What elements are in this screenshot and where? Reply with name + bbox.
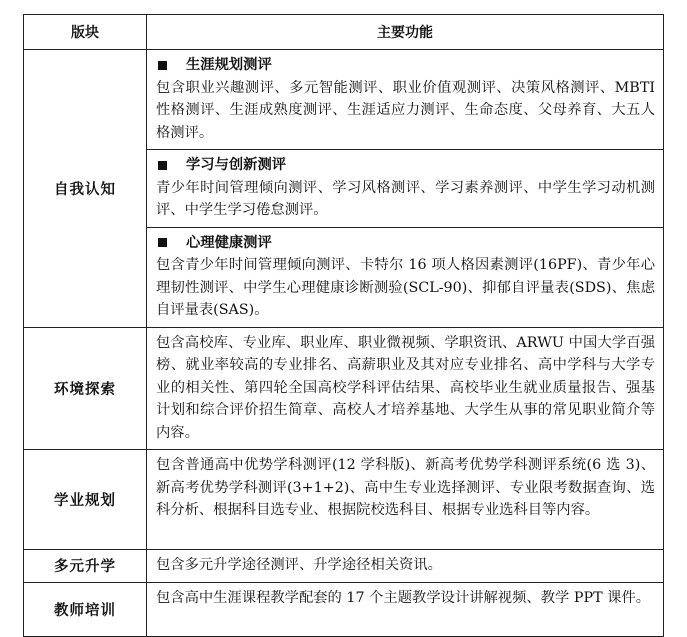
sub-section-learning-assessment <box>147 150 664 228</box>
study-body: 包含普通高中优势学科测评(12 学科版)、新高考优势学科测评系统(6 选 3)、新高考优势学科测评(3+1+2)、高中生专业选择测评、专业限考数据查询、选科分析、根据科目选专业、根据院校选科目、根据专业选科目等内容。 <box>147 450 664 550</box>
sub-title-text: 心理健康测评 <box>186 234 272 251</box>
sub-section-career-assessment <box>147 50 664 150</box>
sub-title <box>156 154 655 177</box>
header-function: 主要功能 <box>147 15 664 50</box>
header-block: 版块 <box>24 15 147 50</box>
block-teacher-training: 教师培训 <box>24 582 147 636</box>
table-row <box>24 327 664 450</box>
square-bullet-icon <box>158 61 167 70</box>
sub-body: 包含职业兴趣测评、多元智能测评、职业价值观测评、决策风格测评、MBTI 性格测评、生涯成熟度测评、生涯适应力测评、生命态度、父母养育、大五人格测评。 <box>156 79 655 141</box>
block-self-awareness: 自我认知 <box>24 50 147 328</box>
sub-title <box>156 54 655 77</box>
env-body: 包含高校库、专业库、职业库、职业微视频、学职资讯、ARWU 中国大学百强榜、就业率较高的专业排名、高薪职业及其对应专业排名、高中学科与大学专业的相关性、第四轮全国高校学科评估结果、高校毕业生就业质量报告、强基计划和综合评价招生简章、高校人才培养基地、大学生从事的常见职业简介等内容。 <box>147 327 664 450</box>
sub-section-mental-health-assessment <box>147 227 664 327</box>
sub-title-text: 生涯规划测评 <box>186 57 272 73</box>
sub-body: 青少年时间管理倾向测评、学习风格测评、学习素养测评、中学生学习动机测评、中学生学习倦怠测评。 <box>156 179 655 218</box>
header-row <box>24 15 664 50</box>
teacher-body: 包含高中生涯课程教学配套的 17 个主题教学设计讲解视频、教学 PPT 课件。 <box>147 582 664 636</box>
block-multiple-pathways: 多元升学 <box>24 550 147 583</box>
functions-table <box>23 14 664 637</box>
table-row <box>24 550 664 583</box>
block-environment-exploration: 环境探索 <box>24 327 147 450</box>
table-row <box>24 450 664 550</box>
multi-body: 包含多元升学途径测评、升学途径相关资讯。 <box>147 550 664 583</box>
table-row <box>24 582 664 636</box>
square-bullet-icon <box>158 238 167 247</box>
sub-title-text: 学习与创新测评 <box>186 157 287 173</box>
square-bullet-icon <box>158 161 167 170</box>
table-row <box>24 50 664 150</box>
sub-title <box>156 232 655 255</box>
block-academic-planning: 学业规划 <box>24 450 147 550</box>
sub-body: 包含青少年时间管理倾向测评、卡特尔 16 项人格因素测评(16PF)、青少年心理韧性测评、中学生心理健康诊断测验(SCL-90)、抑郁自评量表(SDS)、焦虑自评量表(SAS)。 <box>156 257 655 318</box>
